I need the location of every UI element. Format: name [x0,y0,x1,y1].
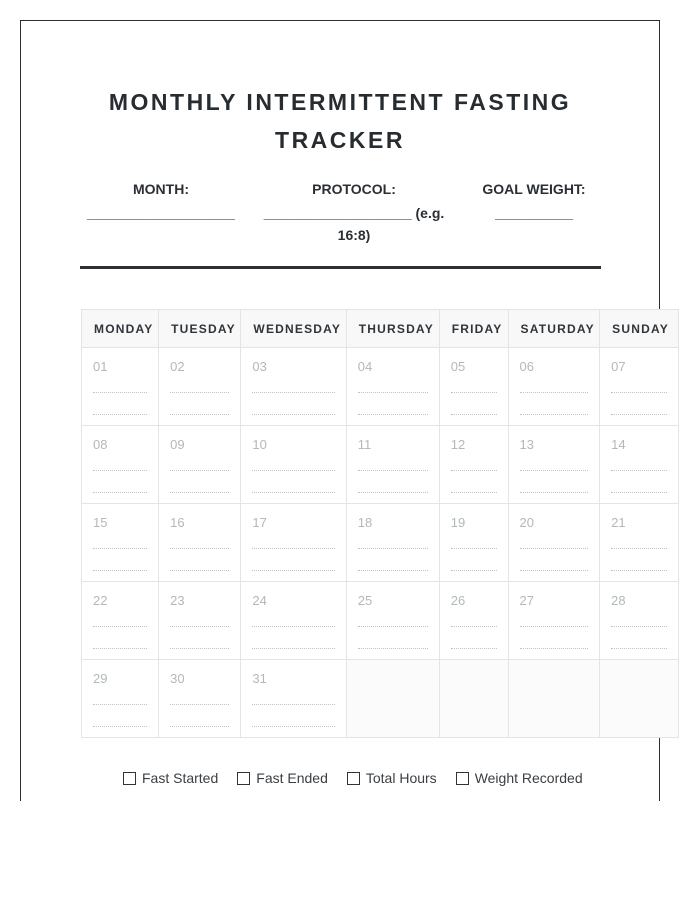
writing-line[interactable] [611,492,667,493]
writing-line[interactable] [358,470,428,471]
writing-line[interactable] [611,392,667,393]
writing-line[interactable] [252,648,334,649]
weekday-header: MONDAY [82,310,159,348]
writing-line[interactable] [358,492,428,493]
day-cell[interactable] [508,348,600,426]
protocol-label: PROTOCOL: [312,181,396,197]
empty-cell [439,660,508,738]
writing-line[interactable] [252,726,334,727]
writing-line[interactable] [611,548,667,549]
day-cell[interactable] [508,426,600,504]
writing-line[interactable] [520,626,589,627]
day-number: 14 [611,437,626,452]
day-cell[interactable] [346,582,439,660]
weekday-header-row [82,310,679,348]
writing-line[interactable] [170,470,229,471]
day-cell[interactable] [241,582,346,660]
day-number: 18 [357,515,373,530]
legend-label: Total Hours [365,770,437,786]
day-number: 25 [357,593,373,608]
writing-line[interactable] [451,414,497,415]
day-cell[interactable] [159,582,241,660]
day-cell[interactable] [159,426,241,504]
week-row [82,582,679,660]
day-number: 19 [450,515,466,530]
day-cell[interactable] [600,426,679,504]
writing-line[interactable] [170,626,229,627]
writing-line[interactable] [93,470,147,471]
weekday-header: THURSDAY [346,310,439,348]
day-cell[interactable] [600,504,679,582]
writing-line[interactable] [611,470,667,471]
writing-line[interactable] [252,392,334,393]
day-cell[interactable] [82,660,159,738]
writing-line[interactable] [520,648,589,649]
day-number: 26 [450,593,466,608]
legend-label: Fast Started [142,770,219,786]
day-cell[interactable] [159,348,241,426]
day-number: 29 [93,671,108,686]
week-row [82,660,679,738]
writing-line[interactable] [451,648,497,649]
writing-line[interactable] [170,704,229,705]
writing-line[interactable] [170,414,229,415]
day-number: 13 [519,437,534,452]
writing-line[interactable] [358,392,428,393]
writing-line[interactable] [520,414,589,415]
writing-line[interactable] [170,726,229,727]
day-cell[interactable] [241,426,346,504]
day-number: 27 [519,593,534,608]
writing-line[interactable] [451,492,497,493]
writing-line[interactable] [252,626,334,627]
writing-line[interactable] [170,648,229,649]
day-number: 17 [252,515,267,530]
goal-weight-label: GOAL WEIGHT: [482,181,586,197]
week-row [82,504,679,582]
weekday-header: TUESDAY [159,310,241,348]
day-number: 30 [170,671,185,686]
writing-line[interactable] [252,492,334,493]
writing-line[interactable] [358,626,428,627]
day-number: 07 [611,359,626,374]
writing-line[interactable] [451,392,497,393]
day-number: 09 [170,437,185,452]
writing-line[interactable] [170,492,229,493]
writing-line[interactable] [93,492,147,493]
day-number: 06 [519,359,534,374]
day-number: 11 [357,437,372,452]
writing-line[interactable] [93,726,147,727]
writing-line[interactable] [93,704,147,705]
weekday-header: SUNDAY [600,310,679,348]
writing-line[interactable] [358,648,428,649]
writing-line[interactable] [252,414,334,415]
day-cell[interactable] [159,504,241,582]
empty-cell [600,660,679,738]
day-number: 12 [450,437,466,452]
writing-line[interactable] [520,470,589,471]
month-label: MONTH: [133,181,189,197]
day-cell[interactable] [241,348,346,426]
writing-line[interactable] [252,548,334,549]
writing-line[interactable] [520,548,589,549]
day-cell[interactable] [159,660,241,738]
day-number: 03 [252,359,267,374]
day-cell[interactable] [241,660,346,738]
day-number: 10 [252,437,267,452]
writing-line[interactable] [451,626,497,627]
calendar-grid [81,309,679,738]
legend-label: Fast Ended [256,770,328,786]
day-cell[interactable] [439,504,508,582]
writing-line[interactable] [93,548,147,549]
writing-line[interactable] [451,570,497,571]
writing-line[interactable] [93,570,147,571]
day-cell[interactable] [346,348,439,426]
day-cell[interactable] [82,504,159,582]
day-number: 22 [93,593,108,608]
legend-label: Weight Recorded [474,770,583,786]
writing-line[interactable] [451,470,497,471]
day-cell[interactable] [346,504,439,582]
writing-line[interactable] [252,470,334,471]
writing-line[interactable] [520,570,589,571]
weekday-header: SATURDAY [508,310,600,348]
day-number: 01 [93,359,108,374]
day-number: 16 [170,515,185,530]
day-cell[interactable] [439,582,508,660]
day-number: 20 [519,515,534,530]
day-cell[interactable] [82,582,159,660]
week-row [82,348,679,426]
weekday-header: FRIDAY [439,310,508,348]
writing-line[interactable] [93,392,147,393]
protocol-blank[interactable]: ___________________ (e.g. 16:8) [263,205,445,243]
day-cell[interactable] [439,426,508,504]
month-blank[interactable]: ___________________ [87,205,235,221]
day-number: 04 [357,359,373,374]
writing-line[interactable] [93,414,147,415]
day-cell[interactable] [508,582,600,660]
day-cell[interactable] [82,348,159,426]
writing-line[interactable] [611,414,667,415]
writing-line[interactable] [611,626,667,627]
week-row [82,426,679,504]
weekday-header: WEDNESDAY [241,310,346,348]
writing-line[interactable] [611,570,667,571]
day-cell[interactable] [600,582,679,660]
day-number: 24 [252,593,267,608]
empty-cell [346,660,439,738]
writing-line[interactable] [170,392,229,393]
writing-line[interactable] [252,570,334,571]
writing-line[interactable] [252,704,334,705]
day-cell[interactable] [82,426,159,504]
day-cell[interactable] [600,348,679,426]
day-number: 05 [450,359,466,374]
writing-line[interactable] [358,548,428,549]
goal-weight-blank[interactable]: __________ [495,205,573,221]
writing-line[interactable] [93,626,147,627]
day-cell[interactable] [439,348,508,426]
day-cell[interactable] [508,504,600,582]
writing-line[interactable] [358,570,428,571]
writing-line[interactable] [451,548,497,549]
day-cell[interactable] [241,504,346,582]
page-title: MONTHLY INTERMITTENT FASTING TRACKER [108,89,572,153]
writing-line[interactable] [520,392,589,393]
writing-line[interactable] [170,548,229,549]
writing-line[interactable] [358,414,428,415]
day-cell[interactable] [346,426,439,504]
writing-line[interactable] [170,570,229,571]
writing-line[interactable] [93,648,147,649]
empty-cell [508,660,600,738]
writing-line[interactable] [520,492,589,493]
day-number: 08 [93,437,108,452]
day-number: 31 [252,671,267,686]
day-number: 28 [611,593,626,608]
day-number: 21 [611,515,626,530]
day-number: 02 [170,359,185,374]
day-number: 23 [170,593,185,608]
day-number: 15 [93,515,108,530]
writing-line[interactable] [611,648,667,649]
